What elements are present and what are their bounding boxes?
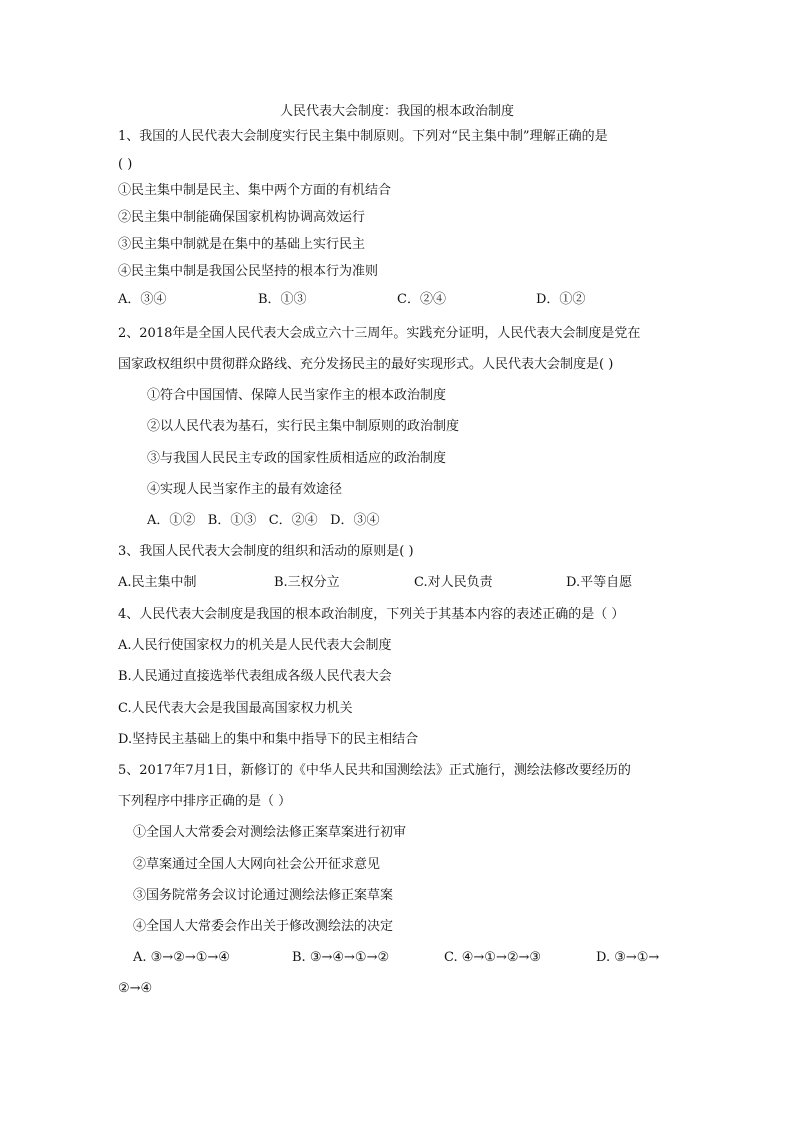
q3-option-d: D.平等自愿 [566, 575, 633, 590]
q1-option-d: D．①② [536, 292, 586, 307]
q1-stem-line2: ( ) [118, 157, 133, 172]
q5-stem-line1: 5、2017年7月1日，新修订的《中华人民共和国测绘法》正式施行，测绘法修改要经历的 [118, 763, 631, 778]
q2-stem-line1: 2、2018年是全国人民代表大会成立六十三周年。实践充分证明，人民代表大会制度是党在 [118, 326, 641, 341]
q2-item-1: ①符合中国国情、保障人民当家作主的根本政治制度 [147, 388, 447, 403]
q1-option-c: C．②④ [397, 292, 446, 307]
q2-item-4: ④实现人民当家作主的最有效途径 [147, 482, 343, 497]
q5-option-b: B. ③→④→①→② [292, 950, 390, 965]
q5-item-4: ④全国人大常委会作出关于修改测绘法的决定 [133, 919, 394, 934]
q4-stem: 4、人民代表大会制度是我国的根本政治制度，下列关于其基本内容的表述正确的是（ ） [118, 607, 625, 622]
q1-stem-line1: 1、我国的人民代表大会制度实行民主集中制原则。下列对“民主集中制”理解正确的是 [118, 129, 608, 144]
q4-option-b: B.人民通过直接选举代表组成各级人民代表大会 [118, 669, 392, 684]
q3-stem: 3、我国人民代表大会制度的组织和活动的原则是( ) [118, 544, 414, 559]
q3-option-c: C.对人民负责 [414, 575, 493, 590]
q5-option-d-continued: ②→④ [118, 981, 153, 996]
q4-option-a: A.人民行使国家权力的机关是人民代表大会制度 [118, 638, 392, 653]
q5-option-d: D. ③→①→ [596, 950, 660, 965]
q2-item-2: ②以人民代表为基石，实行民主集中制原则的政治制度 [147, 419, 460, 434]
q1-item-4: ④民主集中制是我国公民坚持的根本行为准则 [118, 264, 379, 279]
q1-item-1: ①民主集中制是民主、集中两个方面的有机结合 [118, 183, 392, 198]
page-title: 人民代表大会制度：我国的根本政治制度 [279, 104, 514, 119]
q2-stem-line2: 国家政权组织中贯彻群众路线、充分发扬民主的最好实现形式。人民代表大会制度是( ) [118, 357, 614, 372]
q4-option-d: D.坚持民主基础上的集中和集中指导下的民主相结合 [118, 732, 419, 747]
q2-options: A．①② B．①③ C．②④ D．③④ [147, 513, 380, 528]
q3-option-b: B.三权分立 [274, 575, 340, 590]
q5-item-1: ①全国人大常委会对测绘法修正案草案进行初审 [133, 825, 407, 840]
q2-item-3: ③与我国人民民主专政的国家性质相适应的政治制度 [147, 451, 447, 466]
q5-item-3: ③国务院常务会议讨论通过测绘法修正案草案 [133, 888, 394, 903]
q1-item-2: ②民主集中制能确保国家机构协调高效运行 [118, 210, 366, 225]
q5-option-a: A. ③→②→①→④ [133, 950, 230, 965]
q5-stem-line2: 下列程序中排序正确的是（ ） [118, 794, 292, 809]
q5-option-c: C. ④→①→②→③ [444, 950, 542, 965]
q5-item-2: ②草案通过全国人大网向社会公开征求意见 [133, 857, 381, 872]
q4-option-c: C.人民代表大会是我国最高国家权力机关 [118, 701, 353, 716]
q1-option-a: A．③④ [118, 292, 167, 307]
q1-option-b: B．①③ [258, 292, 307, 307]
q1-item-3: ③民主集中制就是在集中的基础上实行民主 [118, 237, 366, 252]
q3-option-a: A.民主集中制 [118, 575, 197, 590]
